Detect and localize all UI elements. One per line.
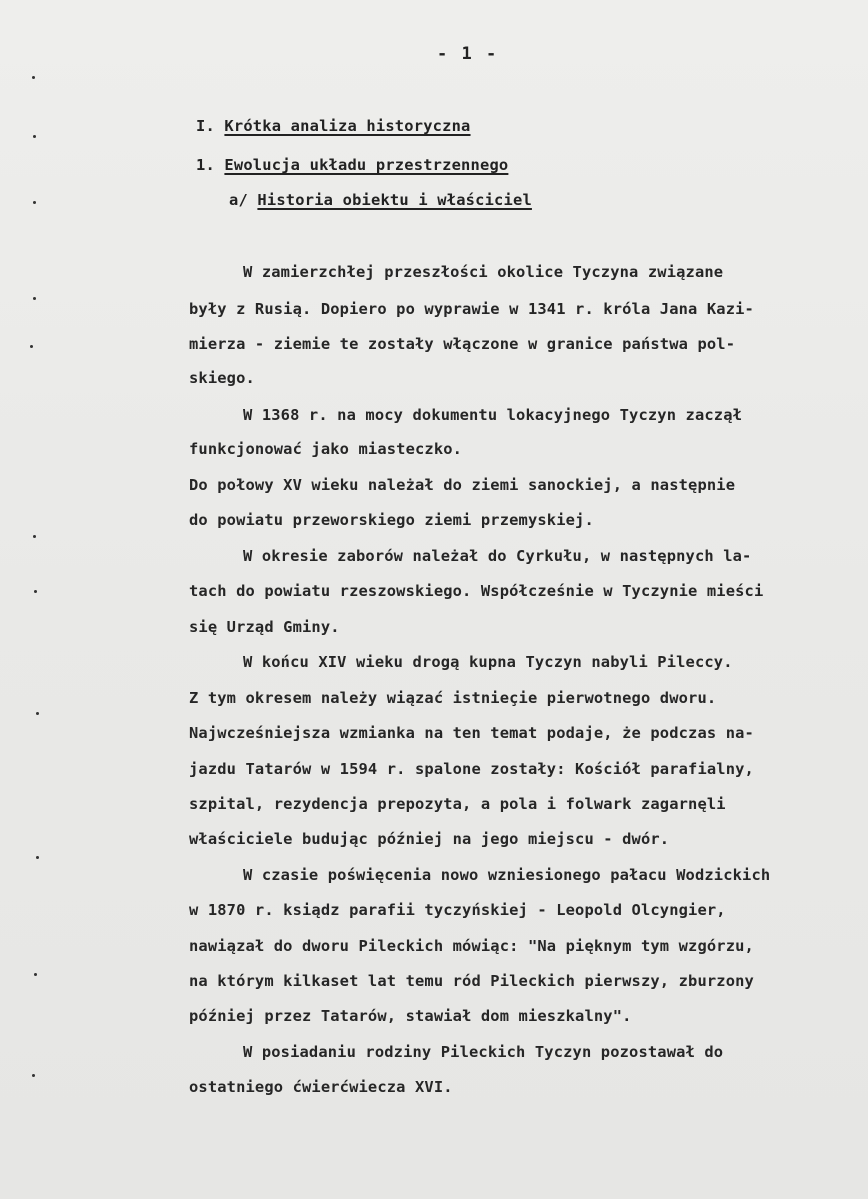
page-number: - 1 - <box>437 44 499 64</box>
text-line: ostatniego ćwierćwiecza XVI. <box>189 1078 453 1096</box>
text-line: W 1368 r. na mocy dokumentu lokacyjnego Tyczyn zaczął <box>243 406 743 424</box>
text-line: w 1870 r. ksiądz parafii tyczyńskiej - Leopold Olcyngier, <box>189 901 726 919</box>
text-line: nawiązał do dworu Pileckich mówiąc: "Na pięknym tym wzgórzu, <box>189 937 754 955</box>
subsection-number: 1. <box>196 156 225 174</box>
text-line: właściciele budując później na jego miejscu - dwór. <box>189 830 670 848</box>
margin-dot <box>33 135 36 138</box>
text-line: funkcjonować jako miasteczko. <box>189 440 463 458</box>
section-number: I. <box>196 117 225 135</box>
text-line: później przez Tatarów, stawiał dom mieszkalny". <box>189 1007 632 1025</box>
margin-dot <box>33 297 36 300</box>
section-title: Krótka analiza historyczna <box>224 117 471 135</box>
text-line: były z Rusią. Dopiero po wyprawie w 1341 r. króla Jana Kazi- <box>189 300 754 318</box>
text-line: W czasie poświęcenia nowo wzniesionego pałacu Wodzickich <box>243 866 771 884</box>
text-line: W zamierzchłej przeszłości okolice Tyczyna związane <box>243 263 724 281</box>
text-line: się Urząd Gminy. <box>189 618 340 636</box>
margin-dot <box>30 345 33 348</box>
margin-dot <box>32 1074 35 1077</box>
text-line: Do połowy XV wieku należał do ziemi sanockiej, a następnie <box>189 476 736 494</box>
subsubsection-heading <box>229 191 532 209</box>
margin-dot <box>34 590 37 593</box>
text-line: na którym kilkaset lat temu ród Pileckich pierwszy, zburzony <box>189 972 754 990</box>
margin-dot <box>32 76 35 79</box>
subsection-heading <box>196 156 508 174</box>
text-line: skiego. <box>189 369 255 387</box>
text-line: tach do powiatu rzeszowskiego. Współcześnie w Tyczynie mieści <box>189 582 764 600</box>
section-heading <box>196 117 471 135</box>
margin-dot <box>36 856 39 859</box>
text-line: jazdu Tatarów w 1594 r. spalone zostały: Kościół parafialny, <box>189 760 754 778</box>
text-line: mierza - ziemie te zostały włączone w granice państwa pol- <box>189 335 736 353</box>
margin-dot <box>33 535 36 538</box>
text-line: W końcu XIV wieku drogą kupna Tyczyn nabyli Pileccy. <box>243 653 733 671</box>
text-line: Najwcześniejsza wzmianka na ten temat podaje, że podczas na- <box>189 724 754 742</box>
subsubsection-title: Historia obiektu i właściciel <box>257 191 532 209</box>
text-line: W posiadaniu rodziny Pileckich Tyczyn pozostawał do <box>243 1043 724 1061</box>
subsubsection-prefix: a/ <box>229 191 258 209</box>
subsection-title: Ewolucja układu przestrzennego <box>224 156 509 174</box>
text-line: szpital, rezydencja prepozyta, a pola i folwark zagarnęli <box>189 795 726 813</box>
margin-dot <box>33 201 36 204</box>
text-line: do powiatu przeworskiego ziemi przemyskiej. <box>189 511 594 529</box>
text-line: W okresie zaborów należał do Cyrkułu, w następnych la- <box>243 547 752 565</box>
text-line: Z tym okresem należy wiązać istnieçie pierwotnego dworu. <box>189 689 717 707</box>
margin-dot <box>34 973 37 976</box>
margin-dot <box>36 712 39 715</box>
